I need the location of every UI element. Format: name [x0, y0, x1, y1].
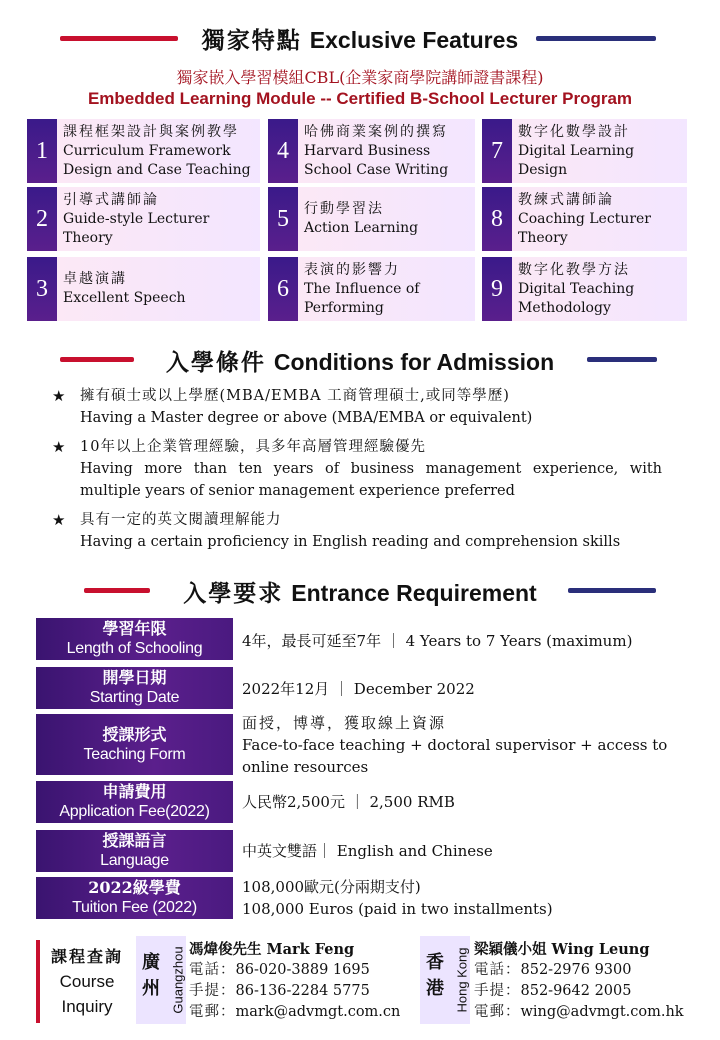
module-number: 9 [482, 257, 512, 321]
module-number: 6 [268, 257, 298, 321]
label-cn: 學習年限 [102, 619, 167, 638]
requirement-label [36, 714, 233, 775]
module-name-en: Theory [63, 229, 113, 246]
requirement-title-cn: 入學要求 [183, 580, 284, 607]
value-text: 人民幣2,500元 ｜ 2,500 RMB [242, 793, 455, 811]
star-icon: ★ [52, 511, 66, 529]
city-label-guangzhou [136, 936, 186, 1024]
condition-en: Having a certain proficiency in English reading and comprehension skills [80, 534, 621, 550]
module-name-cn: 數字化教學方法 [518, 261, 630, 278]
tel-number: 86-020-3889 1695 [235, 962, 370, 978]
module-name-en: Digital Teaching [518, 280, 635, 297]
admission-header [0, 340, 720, 380]
module-name-cn: 哈佛商業案例的撰寫 [304, 123, 448, 140]
features-header [0, 20, 720, 60]
module-tile [27, 119, 260, 183]
module-name-en: Curriculum Framework [63, 142, 231, 159]
city-name-cn: 廣州 [142, 952, 160, 999]
program-subtitle-cn: 獨家嵌入學習模組CBL(企業家商學院講師證書課程) [176, 68, 544, 87]
requirement-value [242, 780, 692, 824]
star-icon: ★ [52, 438, 66, 456]
mobile-number: 86-136-2284 5775 [235, 983, 370, 999]
requirement-value [242, 712, 692, 778]
module-number: 8 [482, 187, 512, 251]
contact-name: 馮煒俊先生 Mark Feng [189, 941, 355, 958]
contact-name: 梁穎儀小姐 Wing Leung [474, 941, 650, 958]
requirement-title-en: Entrance Requirement [291, 580, 537, 606]
condition-cn: 10年以上企業管理經驗，具多年高層管理經驗優先 [80, 439, 426, 455]
city-label-hongkong [420, 936, 470, 1024]
module-name-en: Action Learning [304, 220, 419, 236]
module-name-en: Harvard Business [304, 142, 431, 159]
inquiry-accent-bar [36, 940, 40, 1023]
module-name-cn: 表演的影響力 [304, 261, 400, 278]
module-number: 5 [268, 187, 298, 251]
admission-condition [52, 436, 662, 502]
admission-condition [52, 385, 662, 429]
tel-label: 電話： [189, 962, 236, 978]
mobile-number: 852-9642 2005 [520, 983, 632, 999]
value-text: Face-to-face teaching + doctoral supervisor + access to online resources [242, 736, 668, 776]
module-tile [482, 119, 687, 183]
module-name-en: Excellent Speech [63, 290, 186, 306]
condition-en: Having more than ten years of business management experience, with multiple years of senior management experience preferred [80, 461, 662, 499]
condition-cn: 擁有碩士或以上學歷(MBA/EMBA 工商管理碩士,或同等學歷) [80, 388, 510, 404]
label-cn: 開學日期 [102, 668, 167, 687]
label-cn: 申請費用 [102, 782, 167, 801]
requirement-value [242, 829, 692, 873]
contact-card [474, 939, 684, 1023]
module-name-cn: 卓越演講 [63, 271, 127, 287]
admission-title-en: Conditions for Admission [273, 349, 555, 375]
module-name-en: Methodology [518, 299, 611, 316]
label-en: Teaching Form [83, 745, 186, 763]
module-name-en: The Influence of [304, 280, 420, 297]
navy-divider [536, 36, 656, 41]
admission-title-cn: 入學條件 [165, 349, 266, 376]
module-number: 3 [27, 257, 57, 321]
inquiry-title [44, 944, 130, 1019]
requirement-label [36, 667, 233, 709]
module-name-en: School Case Writing [304, 161, 449, 178]
module-name-en: Design and Case Teaching [63, 161, 251, 178]
module-tile [268, 187, 475, 251]
value-text: 面授，博導，獲取線上資源 [242, 714, 447, 732]
module-name-en: Guide-style Lecturer [63, 210, 210, 227]
module-name-en: Performing [304, 299, 384, 316]
label-en: Language [100, 852, 169, 869]
module-tile [27, 187, 260, 251]
email-link[interactable]: wing@advmgt.com.hk [520, 1004, 684, 1020]
label-en: Application Fee(2022) [59, 803, 210, 820]
module-tile [268, 119, 475, 183]
requirement-label [36, 781, 233, 823]
tel-label: 電話： [474, 962, 521, 978]
city-name-en: Guangzhou [170, 946, 186, 1014]
module-name-cn: 行動學習法 [304, 201, 384, 217]
value-text: 中英文雙語｜ English and Chinese [242, 842, 493, 860]
star-icon: ★ [52, 387, 66, 405]
admission-condition [52, 509, 662, 553]
module-name-en: Coaching Lecturer [518, 210, 651, 227]
inquiry-title-en: Inquiry [61, 997, 113, 1016]
module-tile [482, 257, 687, 321]
mobile-label: 手提： [189, 983, 236, 999]
city-name-cn: 香港 [426, 952, 444, 999]
label-en: Tuition Fee (2022) [72, 899, 197, 916]
email-label: 電郵： [189, 1004, 236, 1020]
value-text: 2022年12月 ｜ December 2022 [242, 680, 475, 698]
inquiry-title-cn: 課程查詢 [50, 947, 123, 966]
module-name-cn: 課程框架設計與案例教學 [63, 123, 239, 140]
label-en: Starting Date [89, 689, 180, 706]
requirement-header [0, 570, 720, 610]
value-text: 4年，最長可延至7年 ｜ 4 Years to 7 Years (maximum) [242, 632, 633, 650]
label-cn: 2022級學費 [88, 878, 181, 897]
value-text: 108,000 Euros (paid in two installments) [242, 900, 553, 918]
requirement-value [242, 667, 692, 711]
module-name-en: Digital Learning [518, 142, 635, 159]
label-en: Length of Schooling [66, 640, 203, 657]
mobile-label: 手提： [474, 983, 521, 999]
condition-en: Having a Master degree or above (MBA/EMBA or equivalent) [80, 410, 533, 426]
tel-number: 852-2976 9300 [520, 962, 632, 978]
requirement-value [242, 618, 692, 664]
module-tile [482, 187, 687, 251]
value-text: 108,000歐元(分兩期支付) [242, 878, 421, 896]
module-name-cn: 教練式講師論 [518, 191, 614, 208]
module-name-en: Theory [518, 229, 568, 246]
module-number: 4 [268, 119, 298, 183]
module-tile [27, 257, 260, 321]
module-number: 7 [482, 119, 512, 183]
label-cn: 授課語言 [102, 831, 167, 850]
module-number: 1 [27, 119, 57, 183]
requirement-value [242, 876, 692, 920]
requirement-label [36, 618, 233, 660]
module-name-en: Design [518, 161, 568, 178]
contact-card [189, 939, 400, 1023]
condition-cn: 具有一定的英文閱讀理解能力 [80, 512, 282, 528]
features-title-cn: 獨家特點 [201, 27, 302, 54]
city-name-en: Hong Kong [454, 947, 470, 1013]
navy-divider [568, 588, 656, 593]
module-tile [268, 257, 475, 321]
requirement-label [36, 830, 233, 872]
email-label: 電郵： [474, 1004, 521, 1020]
email-link[interactable]: mark@advmgt.com.cn [235, 1004, 401, 1020]
navy-divider [587, 357, 657, 362]
module-number: 2 [27, 187, 57, 251]
module-name-cn: 引導式講師論 [63, 191, 159, 208]
requirement-label [36, 877, 233, 919]
program-subtitle-en: Embedded Learning Module -- Certified B-School Lecturer Program [87, 89, 633, 108]
module-name-cn: 數字化數學設計 [518, 123, 630, 140]
label-cn: 授課形式 [102, 724, 167, 744]
features-title-en: Exclusive Features [309, 27, 519, 53]
inquiry-title-en: Course [59, 972, 115, 991]
